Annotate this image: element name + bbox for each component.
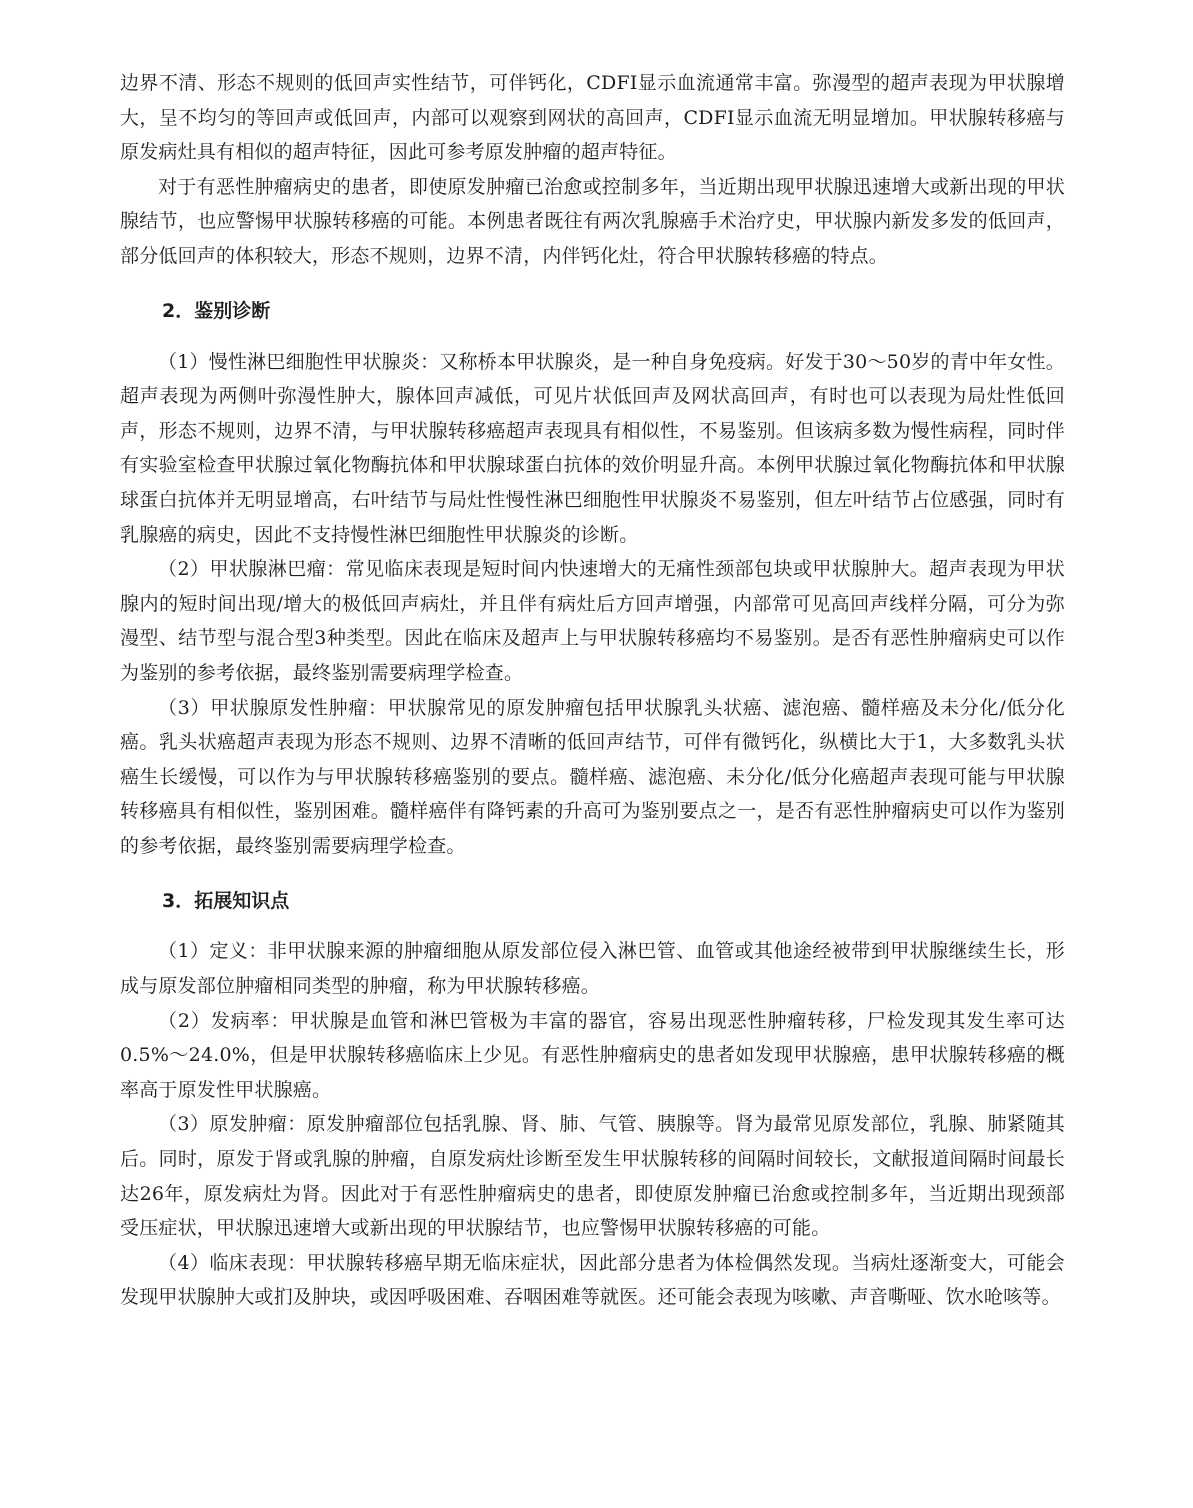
knowledge-item-4: （4）临床表现：甲状腺转移癌早期无临床症状，因此部分患者为体检偶然发现。当病灶逐渐变大，可能会发现甲状腺肿大或扪及肿块，或因呼吸困难、吞咽困难等就医。还可能会表现为咳嗽、声音嘶哑、饮水呛咳等。 — [120, 1251, 1065, 1309]
differential-item-1: （1）慢性淋巴细胞性甲状腺炎：又称桥本甲状腺炎，是一种自身免疫病。好发于30～50岁的青中年女性。超声表现为两侧叶弥漫性肿大，腺体回声减低，可见片状低回声及网状高回声，有时也可以表现为局灶性低回声，形态不规则，边界不清，与甲状腺转移癌超声表现具有相似性，不易鉴别。但该病多数为慢性病程，同时伴有实验室检查甲状腺过氧化物酶抗体和甲状腺球蛋白抗体的效价明显升高。本例甲状腺过氧化物酶抗体和甲状腺球蛋白抗体并无明显增高，右叶结节与局灶性慢性淋巴细胞性甲状腺炎不易鉴别，但左叶结节占位感强，同时有乳腺癌的病史，因此不支持慢性淋巴细胞性甲状腺炎的诊断。 — [120, 350, 1065, 546]
intro-paragraph-1: 边界不清、形态不规则的低回声实性结节，可伴钙化，CDFI显示血流通常丰富。弥漫型的超声表现为甲状腺增大，呈不均匀的等回声或低回声，内部可以观察到网状的高回声，CDFI显示血流无明显增加。甲状腺转移癌与原发病灶具有相似的超声特征，因此可参考原发肿瘤的超声特征。 — [120, 72, 1065, 164]
knowledge-item-3: （3）原发肿瘤：原发肿瘤部位包括乳腺、肾、肺、气管、胰腺等。肾为最常见原发部位，乳腺、肺紧随其后。同时，原发于肾或乳腺的肿瘤，自原发病灶诊断至发生甲状腺转移的间隔时间较长，文献报道间隔时间最长达26年，原发病灶为肾。因此对于有恶性肿瘤病史的患者，即使原发肿瘤已治愈或控制多年，当近期出现颈部受压症状，甲状腺迅速增大或新出现的甲状腺结节，也应警惕甲状腺转移癌的可能。 — [120, 1113, 1065, 1240]
knowledge-item-1: （1）定义：非甲状腺来源的肿瘤细胞从原发部位侵入淋巴管、血管或其他途经被带到甲状腺继续生长，形成与原发部位肿瘤相同类型的肿瘤，称为甲状腺转移癌。 — [120, 940, 1065, 998]
document-page — [120, 66, 1065, 1315]
spacer — [120, 326, 1065, 345]
section-heading-differential-diagnosis: 2．鉴别诊断 — [162, 299, 271, 322]
differential-item-2: （2）甲状腺淋巴瘤：常见临床表现是短时间内快速增大的无痛性颈部包块或甲状腺肿大。超声表现为甲状腺内的短时间出现/增大的极低回声病灶，并且伴有病灶后方回声增强，内部常可见高回声线样分隔，可分为弥漫型、结节型与混合型3种类型。因此在临床及超声上与甲状腺转移癌均不易鉴别。是否有恶性肿瘤病史可以作为鉴别的参考依据，最终鉴别需要病理学检查。 — [120, 558, 1065, 684]
spacer — [120, 863, 1065, 886]
intro-paragraph-2: 对于有恶性肿瘤病史的患者，即使原发肿瘤已治愈或控制多年，当近期出现甲状腺迅速增大或新出现的甲状腺结节，也应警惕甲状腺转移癌的可能。本例患者既往有两次乳腺癌手术治疗史，甲状腺内新发多发的低回声，部分低回声的体积较大，形态不规则，边界不清，内伴钙化灶，符合甲状腺转移癌的特点。 — [120, 175, 1065, 267]
section-heading-extended-knowledge: 3．拓展知识点 — [162, 890, 290, 913]
knowledge-item-2: （2）发病率：甲状腺是血管和淋巴管极为丰富的器官，容易出现恶性肿瘤转移，尸检发现其发生率可达0.5%～24.0%，但是甲状腺转移癌临床上少见。有恶性肿瘤病史的患者如发现甲状腺癌，患甲状腺转移癌的概率高于原发性甲状腺癌。 — [120, 1009, 1065, 1101]
spacer — [120, 274, 1065, 296]
spacer — [120, 916, 1065, 934]
differential-item-3: （3）甲状腺原发性肿瘤：甲状腺常见的原发肿瘤包括甲状腺乳头状癌、滤泡癌、髓样癌及未分化/低分化癌。乳头状癌超声表现为形态不规则、边界不清晰的低回声结节，可伴有微钙化，纵横比大于1，大多数乳头状癌生长缓慢，可以作为与甲状腺转移癌鉴别的要点。髓样癌、滤泡癌、未分化/低分化癌超声表现可能与甲状腺转移癌具有相似性，鉴别困难。髓样癌伴有降钙素的升高可为鉴别要点之一，是否有恶性肿瘤病史可以作为鉴别的参考依据，最终鉴别需要病理学检查。 — [120, 696, 1065, 857]
